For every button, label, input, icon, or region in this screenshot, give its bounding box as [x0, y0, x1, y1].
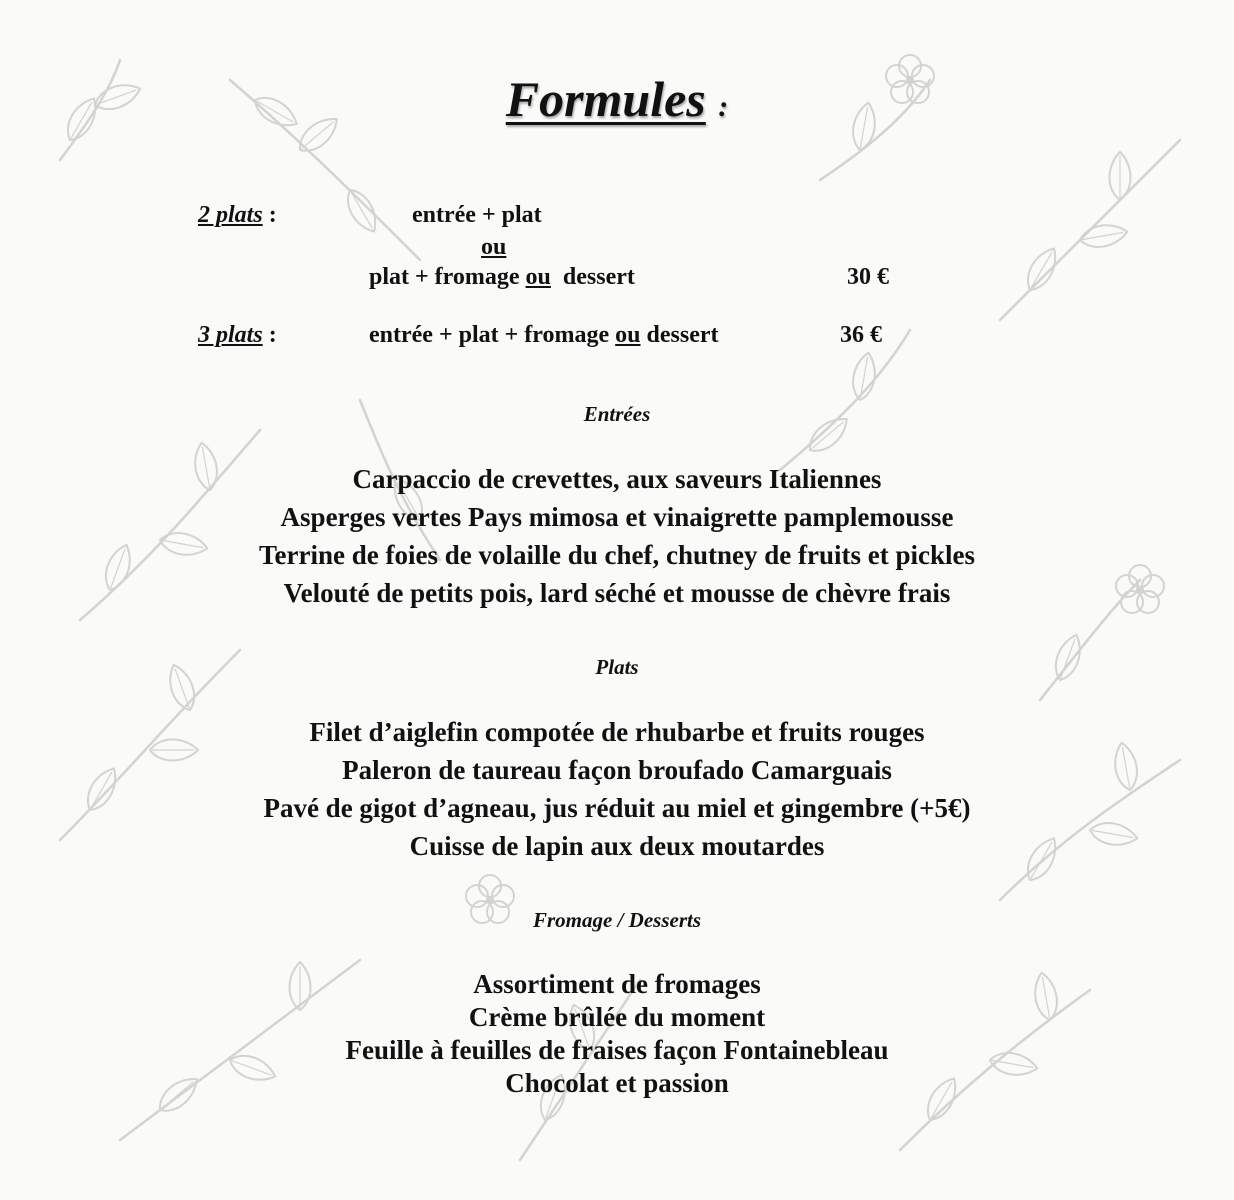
entrees-list: [0, 460, 1234, 612]
list-item: Pavé de gigot d’agneau, jus réduit au miel et gingembre (+5€): [263, 793, 971, 823]
page-title: [0, 70, 1234, 128]
list-item: Feuille à feuilles de fraises façon Fontainebleau: [345, 1035, 889, 1065]
formule-3-sep: :: [268, 322, 277, 348]
plats-list: [0, 713, 1234, 865]
formule-3-label: [198, 322, 277, 349]
list-item: Velouté de petits pois, lard séché et mousse de chèvre frais: [283, 578, 951, 608]
plats-heading: Plats: [595, 655, 639, 679]
title-colon: :: [718, 90, 729, 123]
title-text: Formules: [505, 71, 706, 127]
formule-3-option-or: ou: [615, 322, 641, 348]
list-item: Asperges vertes Pays mimosa et vinaigrette pamplemousse: [280, 502, 954, 532]
formule-3-option-a: entrée + plat + fromage: [369, 322, 610, 348]
list-item: Carpaccio de crevettes, aux saveurs Italiennes: [352, 464, 882, 494]
formule-2-option-2: [369, 264, 635, 291]
formule-3-option-b: dessert: [646, 322, 719, 348]
formule-2-sep: :: [268, 202, 277, 228]
list-item: Cuisse de lapin aux deux moutardes: [409, 831, 825, 861]
desserts-list: [0, 968, 1234, 1100]
formule-3-title: 3 plats: [198, 322, 263, 348]
formule-2-option-2-or: ou: [525, 264, 551, 290]
list-item: Filet d’aiglefin compotée de rhubarbe et fruits rouges: [309, 717, 925, 747]
formule-3-option: [369, 322, 719, 349]
formule-2-label: [198, 202, 277, 229]
formule-2-option-2-a: plat + fromage: [369, 264, 520, 290]
list-item: Paleron de taureau façon broufado Camarguais: [342, 755, 892, 785]
list-item: Terrine de foies de volaille du chef, chutney de fruits et pickles: [259, 540, 975, 570]
formule-2-price: 30 €: [847, 264, 889, 290]
formule-3-price: 36 €: [840, 322, 882, 348]
formule-2-option-1: entrée + plat: [412, 202, 542, 228]
desserts-heading: Fromage / Desserts: [533, 908, 701, 932]
formule-2-option-2-b: dessert: [562, 264, 635, 290]
list-item: Chocolat et passion: [505, 1068, 729, 1098]
list-item: Crème brûlée du moment: [468, 1002, 766, 1032]
formule-2-title: 2 plats: [198, 202, 263, 228]
list-item: Assortiment de fromages: [473, 969, 761, 999]
formule-2-or: ou: [481, 234, 507, 260]
entrees-heading: Entrées: [583, 402, 651, 426]
